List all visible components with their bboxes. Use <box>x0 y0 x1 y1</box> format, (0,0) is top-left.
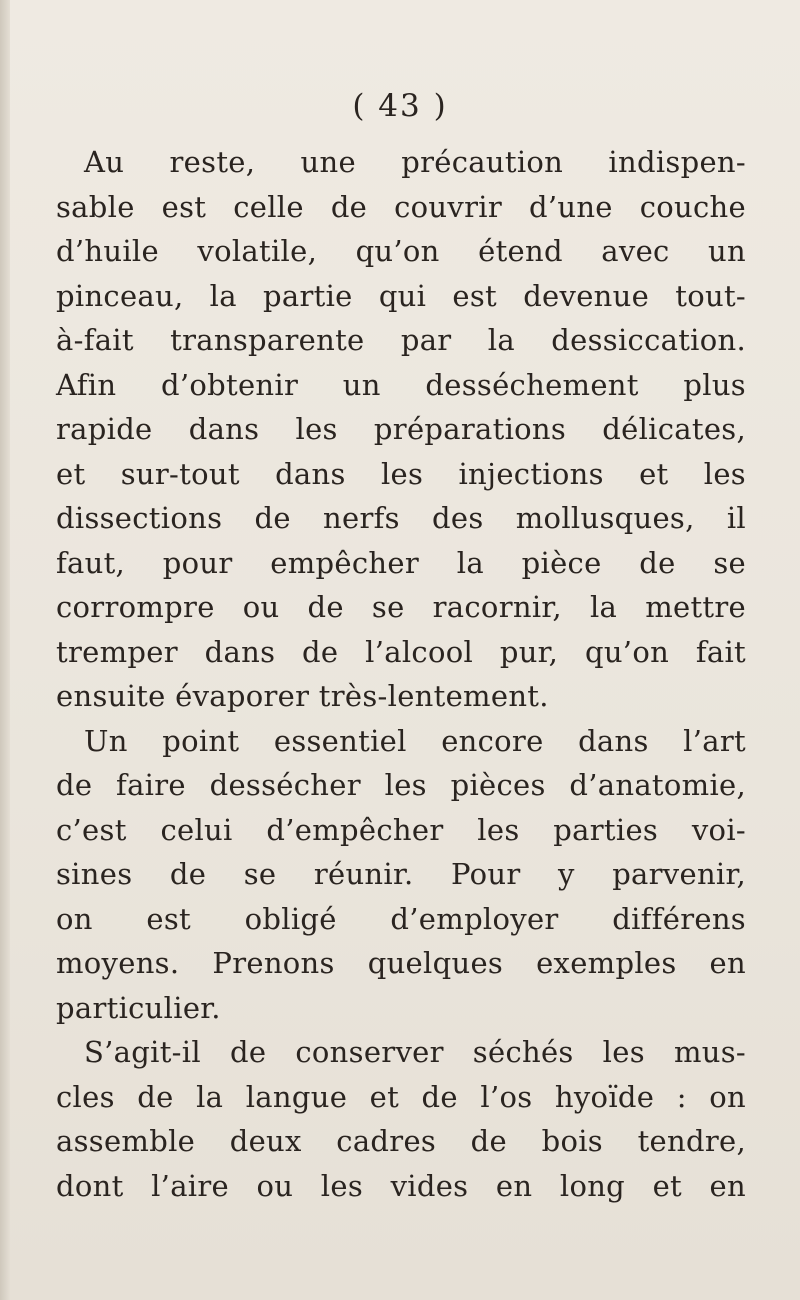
text-line: et sur-tout dans les injections et les <box>56 456 746 491</box>
text-line: pinceau, la partie qui est devenue tout- <box>56 278 746 313</box>
text-line: corrompre ou de se racornir, la mettre <box>56 590 746 624</box>
text-line: sines de se réunir. Pour y parvenir, <box>56 857 746 891</box>
text-line: particulier. <box>56 990 221 1025</box>
page-gutter <box>0 0 10 1300</box>
text-line: Afin d’obtenir un desséchement plus <box>56 367 746 402</box>
text-line: à-fait transparente par la dessiccation. <box>56 323 746 357</box>
text-line: Un point essentiel encore dans l’art <box>84 723 746 758</box>
text-line: de faire dessécher les pièces d’anatomie, <box>56 768 746 802</box>
text-line: dissections de nerfs des mollusques, il <box>56 501 746 535</box>
text-line: tremper dans de l’alcool pur, qu’on fait <box>56 634 746 669</box>
text-line: on est obligé d’employer différens <box>56 901 746 936</box>
text-line: dont l’aire ou les vides en long et en <box>56 1168 746 1203</box>
body-text <box>56 140 746 1208</box>
text-line: faut, pour empêcher la pièce de se <box>56 545 746 580</box>
text-line: cles de la langue et de l’os hyoïde : on <box>56 1079 746 1114</box>
text-line: sable est celle de couvrir d’une couche <box>56 189 746 224</box>
text-line: S’agit-il de conserver séchés les mus- <box>84 1035 746 1069</box>
text-line: Au reste, une précaution indispen- <box>84 145 746 179</box>
text-line: assemble deux cadres de bois tendre, <box>56 1124 746 1158</box>
text-line: moyens. Prenons quelques exemples en <box>56 946 746 980</box>
text-line: rapide dans les préparations délicates, <box>56 412 746 446</box>
text-line: d’huile volatile, qu’on étend avec un <box>56 234 746 268</box>
text-line: ensuite évaporer très-lentement. <box>56 679 549 713</box>
page-number: ( 43 ) <box>352 88 448 124</box>
text-line: c’est celui d’empêcher les parties voi- <box>56 812 746 847</box>
